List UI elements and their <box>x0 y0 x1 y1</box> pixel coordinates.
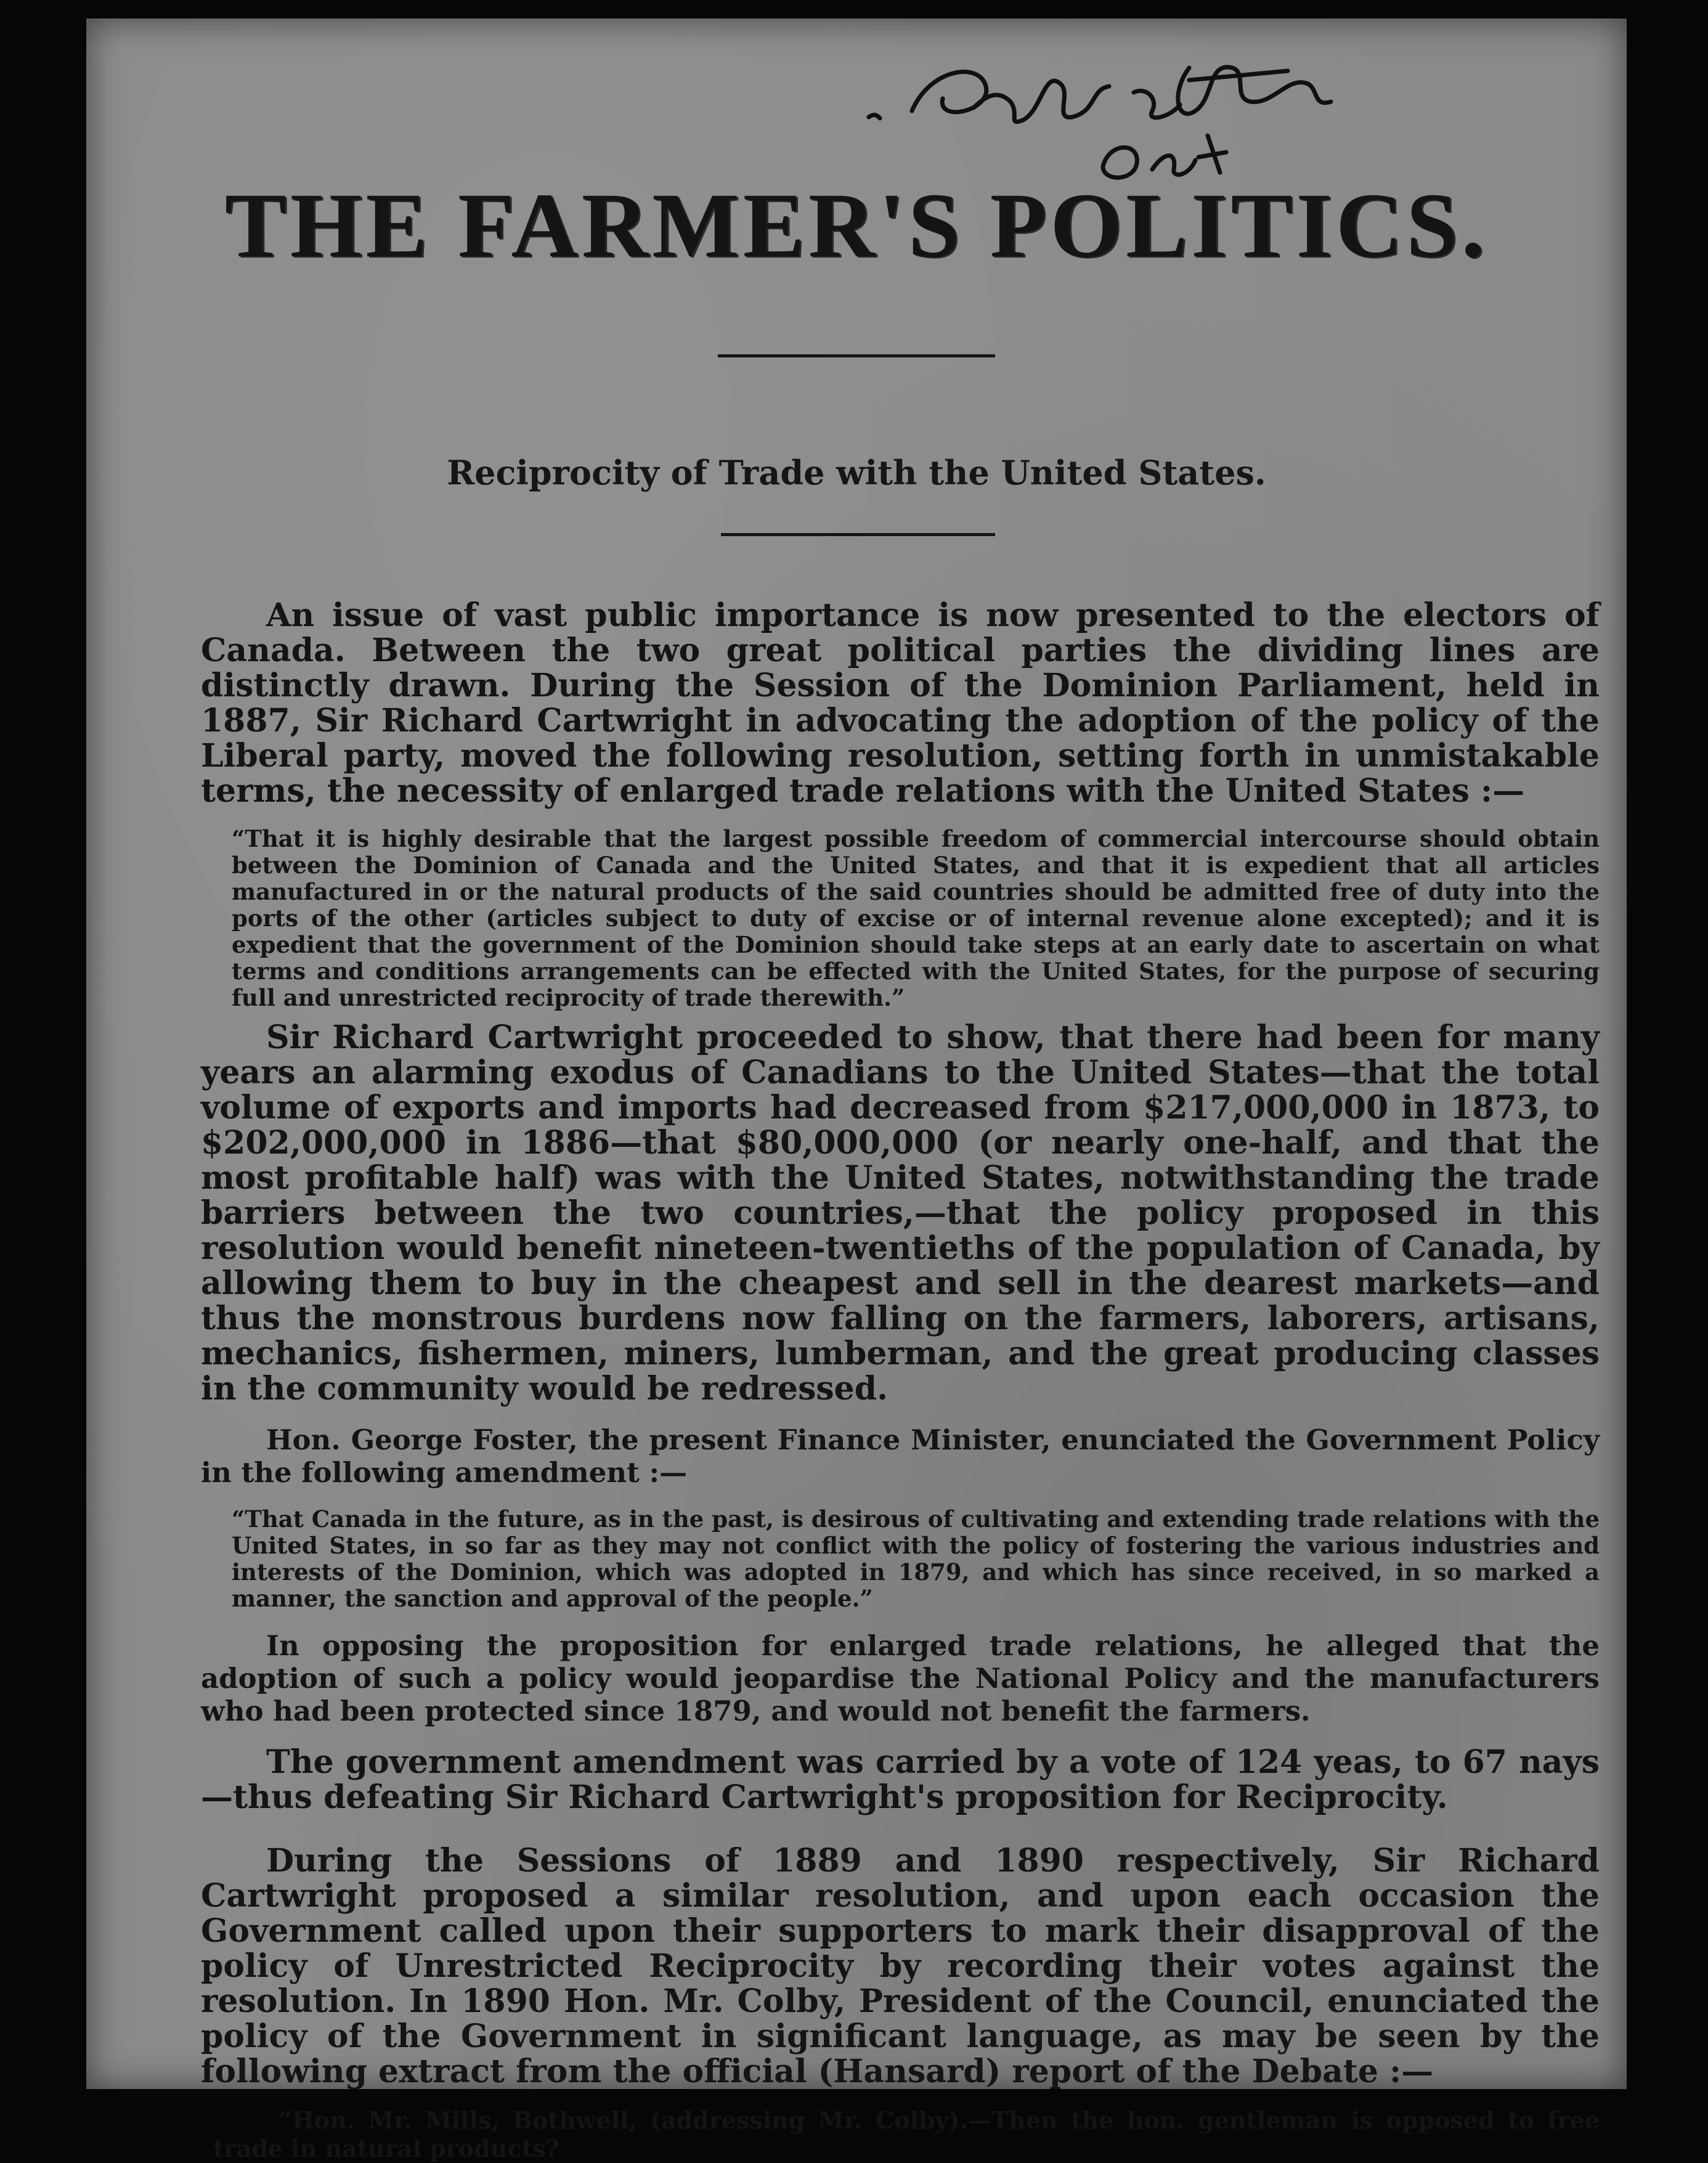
paragraph-foster: Hon. George Foster, the present Finance Minister, enunciated the Government Policy in the following amendment :— <box>201 1424 1600 1489</box>
paragraph-intro: An issue of vast public importance is now presented to the electors of Canada. Between the two great political parties the dividing lines are distinctly drawn. During the Session of the Dominion Parliament, held in 1887, Sir Richard Cartwright in advocating the adoption of the policy of the Liberal party, moved the following resolution, setting forth in unmistakable terms, the necessity of enlarged trade relations with the United States :— <box>201 597 1600 810</box>
paragraph-vote: The government amendment was carried by a vote of 124 yeas, to 67 nays—thus defeating Sir Richard Cartwright's proposition for Reciprocity. <box>201 1743 1600 1816</box>
amendment-quote: “That Canada in the future, as in the past, is desirous of cultivating and extending trade relations with the United States, in so far as they may not conflict with the policy of fostering the various industries and interests of the Dominion, which was adopted in 1879, and which has since received, in so marked a manner, the sanction and approval of the people.” <box>232 1505 1600 1612</box>
page-title: THE FARMER'S POLITICS. <box>224 174 1489 277</box>
resolution-quote: “That it is highly desirable that the largest possible freedom of commercial intercourse should obtain between the Dominion of Canada and the United States, and that it is expedient that all articles manufactured in or the natural products of the said countries should be admitted free of duty into the ports of the other (articles subject to duty of excise or of internal revenue alone excepted); and it is expedient that the government of the Dominion should take steps at an early date to ascertain on what terms and conditions arrangements can be effected with the United States, for the purpose of securing full and unrestricted reciprocity of trade therewith.” <box>232 825 1600 1011</box>
title-divider <box>718 354 995 357</box>
paragraph-opposition: In opposing the proposition for enlarged trade relations, he alleged that the adoption of such a policy would jeopardise the National Policy and the manufacturers who had been protected since 1879, and would not benefit the farmers. <box>201 1629 1600 1727</box>
paragraph-mills-quote: “Hon. Mr. Mills, Bothwell, (addressing Mr. Colby).—Then the hon. gentleman is opposed to free trade in natural products? <box>213 2106 1600 2162</box>
paragraph-cartwright: Sir Richard Cartwright proceeded to show, that there had been for many years an alarming exodus of Canadians to the United States—that the total volume of exports and imports had decreased from $217,000,000 in 1873, to $202,000,000 in 1886—that $80,000,000 (or nearly one-half, and that the most profitable half) was with the United States, notwithstanding the trade barriers between the two countries,—that the policy proposed in this resolution would benefit nineteen-twentieths of the population of Canada, by allowing them to buy in the cheapest and sell in the dearest markets—and thus the monstrous burdens now falling on the farmers, laborers, artisans, mechanics, fishermen, miners, lumberman, and the great producing classes in the community would be redressed. <box>201 1019 1600 1407</box>
paragraph-sessions: During the Sessions of 1889 and 1890 respectively, Sir Richard Cartwright proposed a similar resolution, and upon each occasion the Government called upon their supporters to mark their disapproval of the policy of Unrestricted Reciprocity by recording their votes against the resolution. In 1890 Hon. Mr. Colby, President of the Council, enunciated the policy of the Government in significant language, as may be seen by the following extract from the official (Hansard) report of the Debate :— <box>201 1842 1600 2090</box>
newspaper-sheet <box>86 18 1627 2162</box>
page-subtitle: Reciprocity of Trade with the United States. <box>447 453 1266 492</box>
subtitle-divider <box>721 533 995 536</box>
article-body <box>201 598 1600 2163</box>
